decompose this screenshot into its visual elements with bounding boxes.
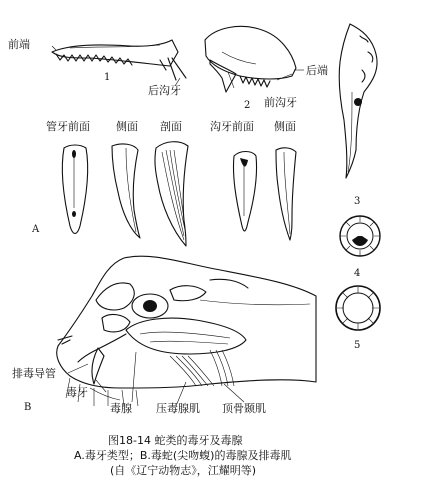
fang-cross-section-5	[336, 286, 380, 330]
caption-line-1: 图18-14 蛇类的毒牙及毒腺	[108, 434, 243, 447]
caption-line-3: (自《辽宁动物志》，江耀明等)	[110, 464, 257, 477]
label-front-groove-tooth: 前沟牙	[264, 96, 297, 109]
maxilla-drawing-1	[52, 40, 186, 80]
groove-fang-front	[233, 152, 256, 231]
tube-fang-side	[112, 144, 140, 238]
label-groove-tooth-front: 沟牙前面	[210, 120, 254, 133]
maxilla-drawing-2	[205, 26, 296, 92]
snake-head-anatomy	[57, 256, 316, 406]
figure-number-2: 2	[244, 100, 251, 111]
label-rear-groove-tooth: 后沟牙	[148, 84, 181, 97]
label-side-view-2: 侧面	[274, 120, 296, 133]
figure-number-4: 4	[354, 268, 361, 279]
figure-number-3: 3	[354, 196, 361, 207]
label-compressor-muscle: 压毒腺肌	[156, 402, 200, 415]
panel-label-b: B	[24, 402, 32, 413]
tube-fang-front	[62, 145, 87, 234]
fang-cross-section-4	[340, 216, 380, 256]
tube-fang-section	[155, 142, 188, 246]
caption-line-2: A.毒牙类型；B.毒蛇(尖吻蝮)的毒腺及排毒肌	[74, 449, 292, 462]
figure-number-1: 1	[104, 72, 111, 83]
label-rear-end-2: 后端	[306, 64, 328, 77]
label-venom-duct: 排毒导管	[12, 367, 56, 380]
label-front-end-1: 前端	[8, 38, 30, 51]
figure-number-5: 5	[354, 340, 361, 351]
groove-fang-side	[276, 148, 296, 240]
label-tube-tooth-front: 管牙前面	[46, 120, 90, 133]
fang-drawing-3	[339, 24, 377, 178]
label-section-view: 剖面	[160, 120, 182, 133]
label-parietal-jaw-muscle: 顶骨颞肌	[222, 402, 266, 415]
label-venom-gland: 毒腺	[110, 402, 132, 415]
label-fang: 毒牙	[66, 386, 88, 399]
label-side-view-1: 侧面	[116, 120, 138, 133]
panel-label-a: A	[32, 224, 40, 235]
